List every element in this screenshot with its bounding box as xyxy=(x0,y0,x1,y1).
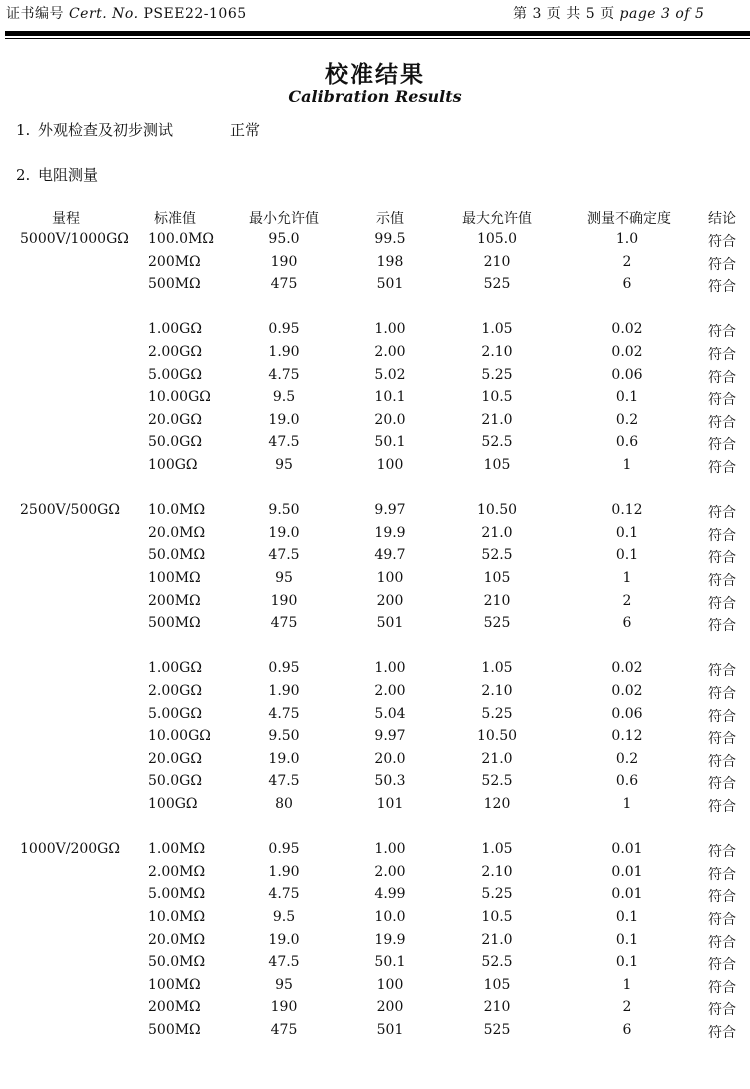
table-cell-max-allowed: 52.5 xyxy=(481,773,513,789)
table-cell-min-allowed: 190 xyxy=(270,254,298,270)
table-cell-max-allowed: 52.5 xyxy=(481,954,513,970)
table-cell-min-allowed: 19.0 xyxy=(268,412,300,428)
table-cell-max-allowed: 10.50 xyxy=(476,502,518,518)
table-cell-uncertainty: 0.6 xyxy=(615,773,639,789)
table-cell-uncertainty: 0.02 xyxy=(611,660,643,676)
table-cell-min-allowed: 95 xyxy=(275,570,293,586)
table-cell-standard-value: 10.00GΩ xyxy=(148,728,211,744)
table-cell-uncertainty: 0.2 xyxy=(615,412,639,428)
table-cell-standard-value: 10.0MΩ xyxy=(148,502,206,518)
table-cell-standard-value: 1.00GΩ xyxy=(148,660,202,676)
table-cell-uncertainty: 2 xyxy=(622,593,632,609)
table-cell-uncertainty: 2 xyxy=(622,999,632,1015)
table-cell-max-allowed: 21.0 xyxy=(481,525,513,541)
table-cell-uncertainty: 6 xyxy=(622,1022,632,1038)
table-cell-min-allowed: 4.75 xyxy=(268,367,300,383)
section-number: 2. xyxy=(16,166,31,184)
table-cell-min-allowed: 19.0 xyxy=(268,751,300,767)
table-cell-uncertainty: 0.01 xyxy=(611,886,643,902)
table-cell-conclusion: 符合 xyxy=(708,867,736,883)
table-cell-min-allowed: 9.50 xyxy=(268,728,300,744)
table-cell-conclusion: 符合 xyxy=(708,799,736,815)
table-cell-reading: 5.04 xyxy=(374,706,406,722)
page-indicator xyxy=(513,3,704,23)
table-cell-conclusion: 符合 xyxy=(708,1025,736,1041)
table-cell-conclusion: 符合 xyxy=(708,528,736,544)
table-cell-uncertainty: 0.1 xyxy=(615,525,639,541)
range-label: 5000V/1000GΩ xyxy=(20,231,129,247)
table-cell-reading: 20.0 xyxy=(374,751,406,767)
table-cell-reading: 50.1 xyxy=(374,954,406,970)
table-cell-min-allowed: 190 xyxy=(270,593,298,609)
table-cell-max-allowed: 1.05 xyxy=(481,321,513,337)
table-cell-max-allowed: 2.10 xyxy=(481,344,513,360)
table-cell-conclusion: 符合 xyxy=(708,912,736,928)
table-cell-max-allowed: 210 xyxy=(483,999,511,1015)
table-cell-standard-value: 10.00GΩ xyxy=(148,389,211,405)
table-cell-standard-value: 5.00GΩ xyxy=(148,706,202,722)
table-cell-min-allowed: 47.5 xyxy=(268,547,300,563)
table-cell-max-allowed: 210 xyxy=(483,254,511,270)
table-cell-min-allowed: 95 xyxy=(275,977,293,993)
table-cell-max-allowed: 52.5 xyxy=(481,547,513,563)
table-cell-standard-value: 20.0GΩ xyxy=(148,751,202,767)
table-cell-max-allowed: 21.0 xyxy=(481,932,513,948)
table-cell-uncertainty: 1 xyxy=(622,457,632,473)
table-cell-uncertainty: 0.1 xyxy=(615,909,639,925)
table-cell-reading: 198 xyxy=(376,254,404,270)
table-cell-standard-value: 500MΩ xyxy=(148,615,201,631)
table-cell-reading: 2.00 xyxy=(374,344,406,360)
table-cell-standard-value: 500MΩ xyxy=(148,1022,201,1038)
table-cell-min-allowed: 1.90 xyxy=(268,344,300,360)
table-cell-conclusion: 符合 xyxy=(708,347,736,363)
table-cell-max-allowed: 21.0 xyxy=(481,751,513,767)
table-cell-uncertainty: 0.1 xyxy=(615,389,639,405)
table-cell-min-allowed: 19.0 xyxy=(268,932,300,948)
table-cell-min-allowed: 47.5 xyxy=(268,954,300,970)
table-cell-max-allowed: 120 xyxy=(483,796,511,812)
table-cell-conclusion: 符合 xyxy=(708,460,736,476)
table-cell-reading: 100 xyxy=(376,977,404,993)
table-cell-reading: 101 xyxy=(376,796,404,812)
table-cell-conclusion: 符合 xyxy=(708,731,736,747)
table-cell-standard-value: 2.00GΩ xyxy=(148,683,202,699)
column-header-max-allowed: 最大允许值 xyxy=(462,211,532,227)
table-cell-reading: 19.9 xyxy=(374,932,406,948)
table-cell-uncertainty: 6 xyxy=(622,615,632,631)
table-cell-min-allowed: 0.95 xyxy=(268,321,300,337)
table-cell-reading: 4.99 xyxy=(374,886,406,902)
table-cell-min-allowed: 475 xyxy=(270,276,298,292)
column-header-uncertainty: 测量不确定度 xyxy=(587,211,671,227)
table-cell-min-allowed: 190 xyxy=(270,999,298,1015)
table-cell-uncertainty: 0.1 xyxy=(615,547,639,563)
table-cell-uncertainty: 1 xyxy=(622,570,632,586)
table-cell-standard-value: 100.0MΩ xyxy=(148,231,215,247)
table-cell-reading: 200 xyxy=(376,999,404,1015)
table-cell-conclusion: 符合 xyxy=(708,505,736,521)
table-cell-conclusion: 符合 xyxy=(708,370,736,386)
column-header-min-allowed: 最小允许值 xyxy=(249,211,319,227)
table-cell-uncertainty: 2 xyxy=(622,254,632,270)
table-cell-reading: 9.97 xyxy=(374,502,406,518)
table-cell-max-allowed: 525 xyxy=(483,615,511,631)
table-cell-reading: 10.0 xyxy=(374,909,406,925)
table-cell-max-allowed: 5.25 xyxy=(481,706,513,722)
page-indicator-en: page 3 of 5 xyxy=(619,6,705,22)
table-cell-conclusion: 符合 xyxy=(708,1002,736,1018)
table-cell-max-allowed: 10.50 xyxy=(476,728,518,744)
table-cell-standard-value: 20.0MΩ xyxy=(148,932,206,948)
table-cell-standard-value: 200MΩ xyxy=(148,254,201,270)
table-cell-standard-value: 500MΩ xyxy=(148,276,201,292)
table-cell-reading: 50.1 xyxy=(374,434,406,450)
table-cell-standard-value: 2.00MΩ xyxy=(148,864,206,880)
table-cell-standard-value: 50.0GΩ xyxy=(148,434,202,450)
range-label: 1000V/200GΩ xyxy=(20,841,120,857)
table-cell-reading: 100 xyxy=(376,570,404,586)
table-cell-conclusion: 符合 xyxy=(708,754,736,770)
table-cell-max-allowed: 5.25 xyxy=(481,886,513,902)
cert-number-value: PSEE22-1065 xyxy=(143,6,247,22)
table-cell-min-allowed: 4.75 xyxy=(268,706,300,722)
table-cell-max-allowed: 525 xyxy=(483,1022,511,1038)
table-cell-standard-value: 200MΩ xyxy=(148,593,201,609)
table-cell-min-allowed: 95.0 xyxy=(268,231,300,247)
table-cell-uncertainty: 0.12 xyxy=(611,728,643,744)
table-cell-standard-value: 20.0MΩ xyxy=(148,525,206,541)
table-cell-uncertainty: 0.12 xyxy=(611,502,643,518)
page-title-zh: 校准结果 xyxy=(325,61,425,88)
table-cell-reading: 200 xyxy=(376,593,404,609)
table-cell-min-allowed: 9.5 xyxy=(272,909,296,925)
table-cell-conclusion: 符合 xyxy=(708,550,736,566)
table-cell-max-allowed: 2.10 xyxy=(481,864,513,880)
table-cell-conclusion: 符合 xyxy=(708,596,736,612)
table-cell-reading: 1.00 xyxy=(374,660,406,676)
section-visual-inspection xyxy=(16,119,261,140)
table-cell-standard-value: 200MΩ xyxy=(148,999,201,1015)
table-cell-standard-value: 1.00GΩ xyxy=(148,321,202,337)
section-number: 1. xyxy=(16,121,31,139)
table-cell-conclusion: 符合 xyxy=(708,686,736,702)
table-cell-standard-value: 1.00MΩ xyxy=(148,841,206,857)
table-cell-conclusion: 符合 xyxy=(708,234,736,250)
table-cell-reading: 49.7 xyxy=(374,547,406,563)
table-cell-max-allowed: 105 xyxy=(483,977,511,993)
range-label: 2500V/500GΩ xyxy=(20,502,120,518)
table-cell-min-allowed: 9.50 xyxy=(268,502,300,518)
table-cell-uncertainty: 0.6 xyxy=(615,434,639,450)
table-cell-uncertainty: 0.02 xyxy=(611,344,643,360)
table-cell-max-allowed: 2.10 xyxy=(481,683,513,699)
table-cell-standard-value: 50.0MΩ xyxy=(148,954,206,970)
section-resistance-measurement xyxy=(16,164,98,185)
table-cell-uncertainty: 0.1 xyxy=(615,932,639,948)
table-cell-max-allowed: 21.0 xyxy=(481,412,513,428)
table-cell-min-allowed: 95 xyxy=(275,457,293,473)
table-cell-standard-value: 100GΩ xyxy=(148,796,198,812)
table-cell-min-allowed: 47.5 xyxy=(268,434,300,450)
table-cell-conclusion: 符合 xyxy=(708,844,736,860)
table-cell-min-allowed: 80 xyxy=(275,796,293,812)
table-cell-reading: 99.5 xyxy=(374,231,406,247)
table-cell-reading: 1.00 xyxy=(374,841,406,857)
table-cell-standard-value: 50.0GΩ xyxy=(148,773,202,789)
table-cell-conclusion: 符合 xyxy=(708,935,736,951)
section-label: 外观检查及初步测试 xyxy=(38,121,174,139)
table-cell-conclusion: 符合 xyxy=(708,415,736,431)
header-rule-thin xyxy=(5,38,750,39)
table-cell-uncertainty: 0.01 xyxy=(611,864,643,880)
table-cell-standard-value: 2.00GΩ xyxy=(148,344,202,360)
table-cell-standard-value: 100MΩ xyxy=(148,977,201,993)
table-cell-conclusion: 符合 xyxy=(708,709,736,725)
table-cell-min-allowed: 475 xyxy=(270,615,298,631)
table-cell-max-allowed: 105 xyxy=(483,457,511,473)
section-result: 正常 xyxy=(230,121,261,139)
table-cell-uncertainty: 1 xyxy=(622,977,632,993)
table-cell-uncertainty: 0.02 xyxy=(611,683,643,699)
certificate-number xyxy=(6,3,247,23)
table-cell-standard-value: 5.00MΩ xyxy=(148,886,206,902)
table-cell-standard-value: 50.0MΩ xyxy=(148,547,206,563)
table-cell-conclusion: 符合 xyxy=(708,776,736,792)
table-cell-min-allowed: 0.95 xyxy=(268,660,300,676)
table-cell-max-allowed: 105 xyxy=(483,570,511,586)
table-cell-max-allowed: 5.25 xyxy=(481,367,513,383)
table-cell-conclusion: 符合 xyxy=(708,980,736,996)
table-cell-standard-value: 10.0MΩ xyxy=(148,909,206,925)
column-header-conclusion: 结论 xyxy=(708,211,736,227)
table-cell-reading: 9.97 xyxy=(374,728,406,744)
table-cell-min-allowed: 475 xyxy=(270,1022,298,1038)
column-header-standard: 标准值 xyxy=(154,211,196,227)
table-cell-min-allowed: 19.0 xyxy=(268,525,300,541)
page-title-en: Calibration Results xyxy=(288,87,462,106)
table-cell-uncertainty: 0.01 xyxy=(611,841,643,857)
table-cell-standard-value: 20.0GΩ xyxy=(148,412,202,428)
table-cell-reading: 20.0 xyxy=(374,412,406,428)
table-cell-min-allowed: 4.75 xyxy=(268,886,300,902)
table-cell-max-allowed: 105.0 xyxy=(476,231,518,247)
cert-label-en: Cert. No. xyxy=(68,6,139,22)
section-label: 电阻测量 xyxy=(38,166,99,184)
table-cell-reading: 19.9 xyxy=(374,525,406,541)
table-cell-conclusion: 符合 xyxy=(708,324,736,340)
table-cell-conclusion: 符合 xyxy=(708,392,736,408)
table-cell-uncertainty: 6 xyxy=(622,276,632,292)
table-cell-uncertainty: 1 xyxy=(622,796,632,812)
table-cell-min-allowed: 1.90 xyxy=(268,864,300,880)
header-rule-thick xyxy=(5,31,750,36)
table-cell-max-allowed: 1.05 xyxy=(481,660,513,676)
table-cell-max-allowed: 10.5 xyxy=(481,909,513,925)
table-cell-conclusion: 符合 xyxy=(708,618,736,634)
table-cell-max-allowed: 1.05 xyxy=(481,841,513,857)
column-header-range: 量程 xyxy=(52,211,80,227)
table-cell-reading: 50.3 xyxy=(374,773,406,789)
table-cell-uncertainty: 0.2 xyxy=(615,751,639,767)
table-cell-standard-value: 5.00GΩ xyxy=(148,367,202,383)
table-cell-reading: 501 xyxy=(376,1022,404,1038)
table-cell-reading: 2.00 xyxy=(374,864,406,880)
table-cell-conclusion: 符合 xyxy=(708,957,736,973)
table-cell-conclusion: 符合 xyxy=(708,257,736,273)
table-cell-conclusion: 符合 xyxy=(708,889,736,905)
table-cell-reading: 501 xyxy=(376,276,404,292)
table-cell-max-allowed: 210 xyxy=(483,593,511,609)
table-cell-conclusion: 符合 xyxy=(708,437,736,453)
column-header-reading: 示值 xyxy=(376,211,404,227)
table-cell-min-allowed: 9.5 xyxy=(272,389,296,405)
table-cell-conclusion: 符合 xyxy=(708,573,736,589)
table-cell-reading: 10.1 xyxy=(374,389,406,405)
table-cell-standard-value: 100GΩ xyxy=(148,457,198,473)
page-indicator-zh: 第 3 页 共 5 页 xyxy=(513,6,615,22)
table-cell-reading: 2.00 xyxy=(374,683,406,699)
table-cell-uncertainty: 0.06 xyxy=(611,706,643,722)
table-cell-max-allowed: 10.5 xyxy=(481,389,513,405)
table-cell-reading: 501 xyxy=(376,615,404,631)
table-cell-uncertainty: 0.1 xyxy=(615,954,639,970)
table-cell-conclusion: 符合 xyxy=(708,663,736,679)
table-cell-reading: 100 xyxy=(376,457,404,473)
table-cell-uncertainty: 0.06 xyxy=(611,367,643,383)
cert-label: 证书编号 xyxy=(6,6,64,22)
table-cell-max-allowed: 52.5 xyxy=(481,434,513,450)
table-cell-min-allowed: 1.90 xyxy=(268,683,300,699)
table-cell-reading: 5.02 xyxy=(374,367,406,383)
table-cell-min-allowed: 0.95 xyxy=(268,841,300,857)
table-cell-uncertainty: 1.0 xyxy=(615,231,639,247)
table-cell-conclusion: 符合 xyxy=(708,279,736,295)
table-cell-min-allowed: 47.5 xyxy=(268,773,300,789)
table-cell-max-allowed: 525 xyxy=(483,276,511,292)
table-cell-reading: 1.00 xyxy=(374,321,406,337)
table-cell-uncertainty: 0.02 xyxy=(611,321,643,337)
table-cell-standard-value: 100MΩ xyxy=(148,570,201,586)
